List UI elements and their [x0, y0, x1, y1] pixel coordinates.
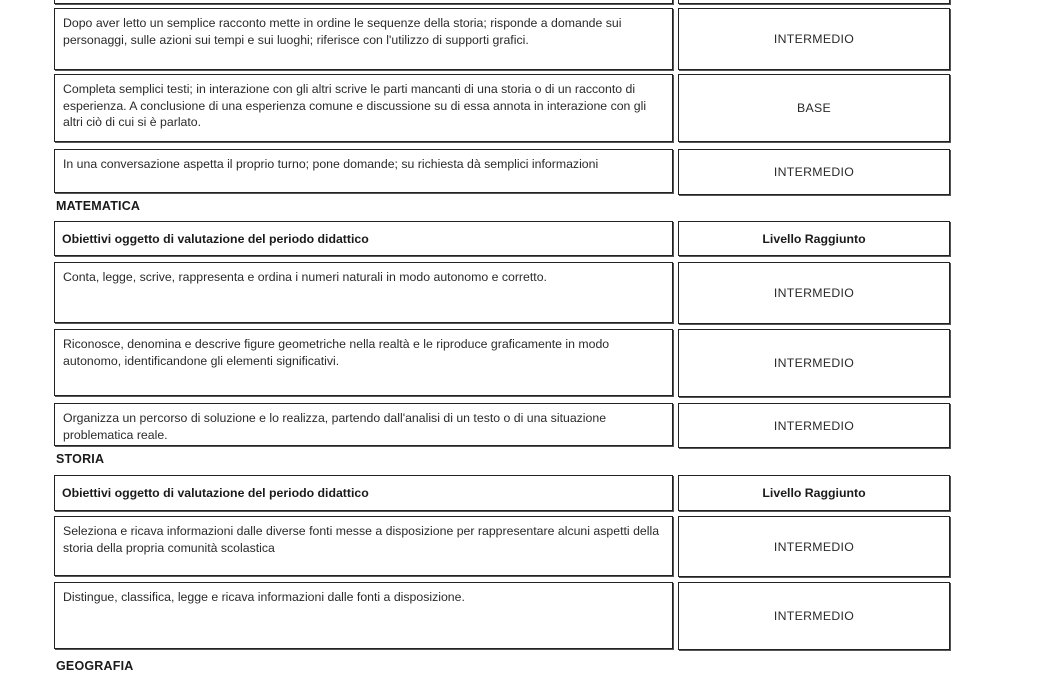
matematica-level-3	[678, 403, 950, 448]
objective-text: In una conversazione aspetta il proprio turno; pone domande; su richiesta dà semplici informazioni	[63, 157, 599, 171]
storia-level-2	[678, 582, 950, 650]
storia-header-level	[678, 475, 950, 511]
italiano-level-2	[678, 74, 950, 142]
objective-text: Riconosce, denomina e descrive figure geometriche nella realtà e le riproduce graficamente in modo autonomo, identificandone gli elementi significativi.	[63, 337, 610, 368]
level-text: INTERMEDIO	[773, 418, 855, 433]
objective-text: Completa semplici testi; in interazione con gli altri scrive le parti mancanti di una storia o di un racconto di esperienza. A conclusione di una esperienza comune e discussione su di essa annota in interazione con gli altri ciò di cui si è parlato.	[63, 82, 647, 129]
italiano-partial-level-cell	[678, 0, 950, 4]
italiano-objective-1	[54, 8, 673, 70]
matematica-level-2	[678, 329, 950, 397]
storia-header-objectives	[54, 475, 673, 511]
section-title-matematica: MATEMATICA	[56, 199, 141, 213]
italiano-objective-3	[54, 149, 673, 193]
objective-text: Organizza un percorso di soluzione e lo realizza, partendo dall'analisi di un testo o di una situazione problematica reale.	[63, 411, 607, 442]
level-text: BASE	[796, 101, 831, 115]
storia-objective-1	[54, 516, 673, 576]
objective-text: Conta, legge, scrive, rappresenta e ordina i numeri naturali in modo autonomo e corretto.	[63, 270, 547, 284]
italiano-objective-2	[54, 74, 673, 142]
matematica-objective-1	[54, 262, 673, 323]
header-objectives-text: Obiettivi oggetto di valutazione del periodo didattico	[62, 231, 369, 246]
level-text: INTERMEDIO	[773, 356, 855, 370]
italiano-level-3	[678, 149, 950, 195]
storia-objective-2	[54, 582, 673, 649]
level-text: INTERMEDIO	[773, 165, 855, 179]
italiano-partial-objective-cell	[54, 0, 673, 4]
objective-text: Seleziona e ricava informazioni dalle diverse fonti messe a disposizione per rappresentare alcuni aspetti della storia della propria comunità scolastica	[63, 524, 660, 555]
matematica-objective-2	[54, 329, 673, 396]
matematica-objective-3	[54, 403, 673, 446]
header-objectives-text: Obiettivi oggetto di valutazione del periodo didattico	[62, 486, 369, 500]
matematica-level-1	[678, 262, 950, 324]
objective-text: Dopo aver letto un semplice racconto mette in ordine le sequenze della storia; risponde a domande sui personaggi, sulle azioni sui tempi e sui luoghi; riferisce con l'utilizzo di supporti grafici.	[63, 16, 622, 47]
objective-text: Distingue, classifica, legge e ricava informazioni dalle fonti a disposizione.	[63, 590, 465, 604]
level-text: INTERMEDIO	[773, 286, 855, 300]
italiano-level-1	[678, 8, 950, 70]
matematica-header-level	[678, 221, 950, 256]
level-text: INTERMEDIO	[773, 32, 855, 46]
level-text: INTERMEDIO	[773, 539, 855, 554]
level-text: INTERMEDIO	[773, 609, 855, 623]
storia-level-1	[678, 516, 950, 577]
header-level-text: Livello Raggiunto	[762, 231, 866, 246]
section-title-storia: STORIA	[56, 452, 105, 466]
matematica-header-objectives	[54, 221, 673, 256]
section-title-geografia: GEOGRAFIA	[56, 659, 134, 673]
header-level-text: Livello Raggiunto	[762, 486, 866, 500]
